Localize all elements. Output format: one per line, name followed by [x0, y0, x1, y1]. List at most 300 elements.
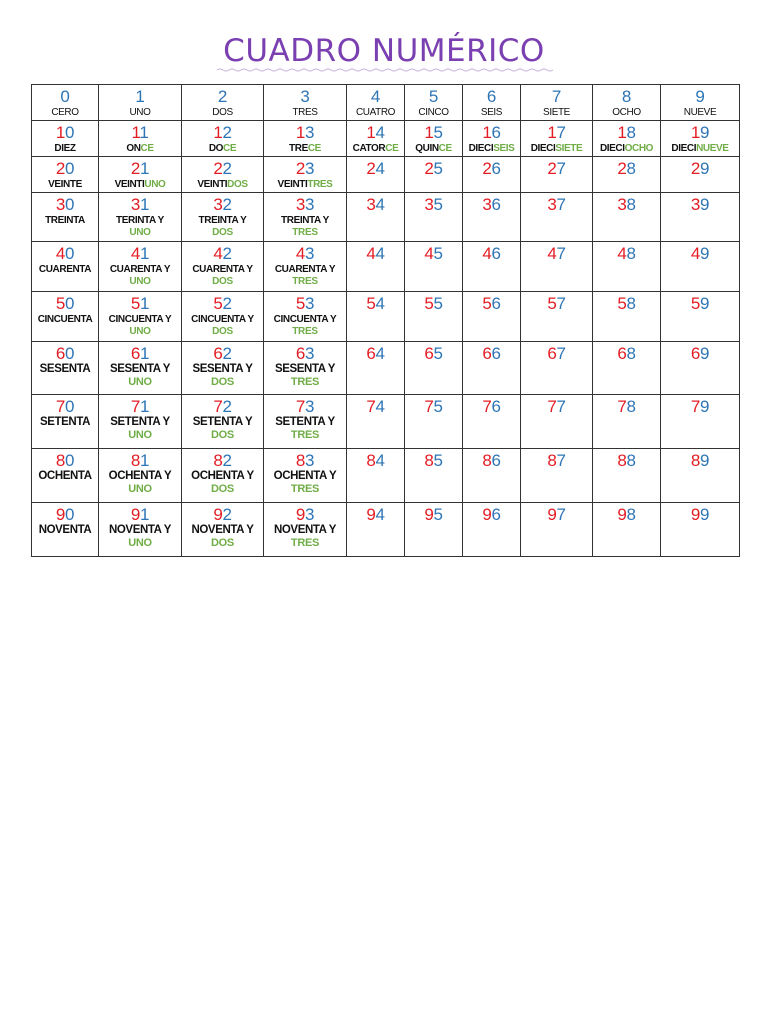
tens-digit: 2	[690, 159, 700, 178]
tens-digit: 8	[55, 451, 65, 470]
number-word-second-line: TRES	[290, 483, 320, 495]
number-value	[182, 395, 263, 416]
chart-row	[32, 121, 740, 157]
tens-digit: 1	[295, 123, 305, 142]
number-word	[32, 178, 98, 191]
units-digit: 7	[556, 159, 566, 178]
number-value	[405, 121, 462, 142]
number-cell	[182, 242, 264, 292]
number-cell	[347, 121, 405, 157]
tens-digit: 6	[547, 344, 557, 363]
number-value	[264, 157, 346, 178]
number-cell	[661, 449, 740, 503]
number-cell	[182, 449, 264, 503]
number-word-second-line: TRES	[292, 326, 318, 337]
number-cell	[347, 157, 405, 193]
digit: 9	[695, 87, 705, 106]
number-word-second-line: DOS	[212, 276, 233, 287]
units-digit: 7	[556, 344, 566, 363]
word-suffix: DOS	[227, 179, 248, 190]
word-stem: CERO	[51, 107, 79, 118]
number-value	[521, 242, 592, 263]
word-stem: TREINTA Y	[281, 215, 329, 226]
units-digit: 3	[305, 344, 315, 363]
number-value	[405, 292, 462, 313]
word-stem: NUEVE	[683, 107, 717, 118]
units-digit: 8	[626, 123, 636, 142]
units-digit: 0	[65, 344, 75, 363]
number-word-second-line: TRES	[292, 227, 318, 238]
number-word	[32, 524, 98, 537]
number-cell	[593, 292, 661, 342]
number-value	[347, 342, 404, 363]
tens-digit: 3	[213, 195, 223, 214]
number-value	[463, 292, 520, 313]
tens-digit: 7	[547, 397, 557, 416]
units-digit: 1	[140, 344, 150, 363]
number-cell	[593, 121, 661, 157]
tens-digit: 6	[55, 344, 65, 363]
number-value	[99, 503, 181, 524]
units-digit: 3	[305, 397, 315, 416]
number-cell	[347, 85, 405, 121]
tens-digit: 2	[482, 159, 492, 178]
word-stem: SETENTA Y	[192, 416, 253, 428]
tens-digit: 5	[366, 294, 376, 313]
number-cell	[182, 342, 264, 395]
tens-digit: 9	[690, 505, 700, 524]
units-digit: 3	[305, 294, 315, 313]
number-cell	[593, 242, 661, 292]
number-cell	[32, 503, 99, 557]
word-stem: QUIN	[415, 143, 439, 154]
number-cell	[264, 395, 347, 449]
tens-digit: 8	[617, 451, 627, 470]
units-digit: 8	[626, 159, 636, 178]
tens-digit: 8	[213, 451, 223, 470]
units-digit: 5	[433, 123, 443, 142]
units-digit: 5	[433, 195, 443, 214]
number-word-second-line: DOS	[211, 376, 234, 388]
units-digit: 7	[556, 244, 566, 263]
word-suffix: CE	[385, 143, 399, 154]
number-cell	[463, 193, 521, 242]
number-value	[463, 342, 520, 363]
tens-digit: 6	[366, 344, 376, 363]
tens-digit: 5	[690, 294, 700, 313]
word-stem: VEINTI	[114, 179, 145, 190]
number-cell	[264, 193, 347, 242]
word-stem: TERINTA Y	[116, 215, 164, 226]
tens-digit: 7	[55, 397, 65, 416]
word-stem: TRE	[289, 143, 308, 154]
word-suffix: NUEVE	[696, 143, 729, 154]
number-word-second-line: DOS	[212, 227, 233, 238]
digit: 6	[486, 87, 497, 106]
number-cell	[521, 157, 593, 193]
number-word	[593, 106, 660, 119]
word-stem: CUARENTA Y	[109, 264, 171, 275]
tens-digit: 7	[482, 397, 492, 416]
units-digit: 1	[139, 123, 149, 142]
number-cell	[593, 85, 661, 121]
units-digit: 6	[491, 344, 501, 363]
tens-digit: 4	[295, 244, 305, 263]
number-value	[405, 157, 462, 178]
word-suffix: OCHO	[624, 143, 654, 154]
word-stem: VEINTI	[277, 179, 308, 190]
tens-digit: 7	[213, 397, 223, 416]
number-cell	[661, 292, 740, 342]
tens-digit: 8	[690, 451, 700, 470]
number-cell	[405, 395, 463, 449]
word-stem: CINCUENTA Y	[108, 314, 172, 325]
number-word	[405, 106, 462, 119]
number-value	[32, 193, 98, 214]
word-stem: NOVENTA Y	[108, 524, 171, 536]
number-cell	[593, 449, 661, 503]
number-value	[32, 395, 98, 416]
number-value	[521, 121, 592, 142]
number-value	[182, 342, 263, 363]
number-word	[99, 106, 181, 119]
number-value	[32, 342, 98, 363]
number-value	[405, 193, 462, 214]
number-cell	[661, 157, 740, 193]
number-cell	[521, 342, 593, 395]
tens-digit: 8	[295, 451, 305, 470]
word-stem: SEIS	[480, 107, 503, 118]
number-value	[32, 292, 98, 313]
units-digit: 0	[65, 159, 75, 178]
units-digit: 7	[556, 505, 566, 524]
number-cell	[661, 342, 740, 395]
number-cell	[593, 157, 661, 193]
word-suffix: UNO	[144, 179, 166, 190]
number-cell	[661, 85, 740, 121]
number-value	[32, 242, 98, 263]
digit: 2	[217, 87, 228, 106]
number-value	[347, 121, 404, 142]
units-digit: 1	[140, 505, 150, 524]
number-value	[32, 503, 98, 524]
tens-digit: 8	[482, 451, 492, 470]
number-value	[405, 242, 462, 263]
number-cell	[99, 292, 182, 342]
units-digit: 3	[305, 244, 315, 263]
number-value	[99, 292, 181, 313]
number-cell	[264, 242, 347, 292]
word-stem: SIETE	[543, 107, 570, 118]
units-digit: 0	[65, 294, 75, 313]
number-value	[593, 193, 660, 214]
number-cell	[521, 449, 593, 503]
tens-digit: 9	[130, 505, 140, 524]
tens-digit: 8	[130, 451, 140, 470]
number-cell	[182, 85, 264, 121]
number-cell	[182, 193, 264, 242]
number-cell	[347, 395, 405, 449]
number-word-second-line: TRES	[292, 276, 318, 287]
word-stem: CINCUENTA Y	[191, 314, 254, 325]
number-value	[32, 449, 98, 470]
number-cell	[347, 342, 405, 395]
number-cell	[593, 395, 661, 449]
number-value	[347, 157, 404, 178]
number-value	[32, 121, 98, 142]
number-cell	[661, 242, 740, 292]
tens-digit: 5	[213, 294, 223, 313]
number-word-second-line: UNO	[129, 276, 151, 287]
tens-digit: 2	[424, 159, 434, 178]
units-digit: 7	[556, 195, 566, 214]
number-value	[463, 449, 520, 470]
tens-digit: 2	[295, 159, 305, 178]
number-cell	[521, 503, 593, 557]
number-value	[405, 342, 462, 363]
number-cell	[264, 85, 347, 121]
number-word	[32, 313, 98, 326]
tens-digit: 5	[130, 294, 140, 313]
tens-digit: 5	[295, 294, 305, 313]
number-word	[99, 470, 181, 483]
number-value	[521, 395, 592, 416]
chart-row	[32, 342, 740, 395]
tens-digit: 2	[55, 159, 65, 178]
number-word	[182, 470, 263, 483]
chart-row	[32, 395, 740, 449]
tens-digit: 6	[617, 344, 627, 363]
number-cell	[463, 395, 521, 449]
number-cell	[521, 193, 593, 242]
number-value	[405, 85, 462, 106]
number-cell	[405, 449, 463, 503]
chart-row	[32, 242, 740, 292]
number-value	[264, 503, 346, 524]
tens-digit: 4	[366, 244, 376, 263]
number-cell	[405, 503, 463, 557]
units-digit: 6	[491, 397, 501, 416]
number-cell	[99, 395, 182, 449]
number-value	[661, 449, 739, 470]
tens-digit: 3	[366, 195, 376, 214]
tens-digit: 8	[366, 451, 376, 470]
number-word-second-line: TRES	[290, 537, 320, 549]
number-value	[264, 242, 346, 263]
number-cell	[264, 449, 347, 503]
number-word	[99, 263, 181, 276]
word-stem: OCHENTA Y	[191, 470, 254, 482]
word-stem: NOVENTA Y	[191, 524, 254, 536]
number-value	[463, 121, 520, 142]
units-digit: 5	[433, 397, 443, 416]
word-stem: DIECI	[671, 143, 697, 154]
tens-digit: 1	[690, 123, 700, 142]
number-cell	[32, 85, 99, 121]
word-suffix: CE	[307, 143, 321, 154]
number-cell	[463, 503, 521, 557]
number-cell	[593, 342, 661, 395]
word-suffix: SEIS	[493, 143, 515, 154]
units-digit: 8	[626, 244, 636, 263]
number-cell	[463, 157, 521, 193]
tens-digit: 3	[617, 195, 627, 214]
units-digit: 3	[305, 159, 315, 178]
units-digit: 2	[222, 505, 232, 524]
units-digit: 1	[140, 294, 150, 313]
number-word	[521, 142, 592, 155]
number-word	[463, 142, 520, 155]
units-digit: 2	[222, 195, 232, 214]
number-value	[99, 85, 181, 106]
tens-digit: 9	[213, 505, 223, 524]
number-word	[99, 142, 181, 155]
number-value	[264, 292, 346, 313]
units-digit: 4	[375, 123, 385, 142]
number-cell	[32, 121, 99, 157]
word-stem: TREINTA	[45, 215, 85, 226]
tens-digit: 1	[424, 123, 434, 142]
number-word	[182, 363, 263, 376]
word-suffix: SIETE	[555, 143, 583, 154]
units-digit: 3	[305, 195, 315, 214]
word-stem: SESENTA	[39, 363, 91, 375]
tens-digit: 2	[617, 159, 627, 178]
number-value	[593, 503, 660, 524]
number-value	[661, 193, 739, 214]
tens-digit: 4	[55, 244, 65, 263]
number-word	[264, 313, 346, 326]
tens-digit: 4	[130, 244, 140, 263]
number-cell	[405, 121, 463, 157]
units-digit: 4	[375, 505, 385, 524]
units-digit: 4	[375, 344, 385, 363]
units-digit: 9	[700, 397, 710, 416]
number-word	[182, 263, 263, 276]
number-value	[661, 85, 739, 106]
number-cell	[521, 395, 593, 449]
number-value	[661, 342, 739, 363]
number-value	[347, 193, 404, 214]
units-digit: 0	[65, 505, 75, 524]
word-stem: VEINTE	[48, 179, 82, 190]
number-value	[182, 242, 263, 263]
number-value	[182, 157, 263, 178]
number-cell	[661, 193, 740, 242]
digit: 5	[428, 87, 439, 106]
title-wavy-underline	[217, 68, 553, 72]
chart-row	[32, 292, 740, 342]
number-value	[264, 342, 346, 363]
number-word	[182, 106, 263, 119]
number-value	[347, 449, 404, 470]
units-digit: 4	[375, 451, 385, 470]
tens-digit: 2	[547, 159, 557, 178]
number-word	[264, 524, 346, 537]
word-suffix: CE	[438, 143, 452, 154]
units-digit: 2	[222, 344, 232, 363]
number-word-second-line: UNO	[128, 376, 152, 388]
number-word	[182, 142, 263, 155]
units-digit: 9	[700, 451, 710, 470]
tens-digit: 1	[55, 123, 65, 142]
number-cell	[661, 395, 740, 449]
number-cell	[405, 157, 463, 193]
number-cell	[661, 503, 740, 557]
units-digit: 2	[222, 244, 232, 263]
word-stem: NOVENTA	[38, 524, 92, 536]
word-stem: OCHO	[612, 107, 641, 118]
number-cell	[264, 292, 347, 342]
number-word	[405, 142, 462, 155]
units-digit: 1	[140, 195, 150, 214]
number-value	[182, 193, 263, 214]
number-value	[593, 395, 660, 416]
number-value	[99, 121, 181, 142]
units-digit: 0	[65, 195, 75, 214]
tens-digit: 2	[366, 159, 376, 178]
word-suffix: CE	[223, 143, 237, 154]
units-digit: 7	[556, 451, 566, 470]
digit: 3	[300, 87, 310, 106]
units-digit: 6	[491, 123, 501, 142]
number-value	[661, 121, 739, 142]
tens-digit: 9	[424, 505, 434, 524]
tens-digit: 3	[482, 195, 492, 214]
digit: 4	[370, 87, 381, 106]
number-cell	[347, 449, 405, 503]
units-digit: 7	[556, 294, 566, 313]
number-cell	[463, 242, 521, 292]
number-word	[264, 363, 346, 376]
units-digit: 0	[65, 451, 75, 470]
number-value	[99, 395, 181, 416]
number-value	[99, 242, 181, 263]
tens-digit: 4	[547, 244, 557, 263]
tens-digit: 6	[690, 344, 700, 363]
number-word	[32, 106, 98, 119]
word-stem: DIEZ	[54, 143, 76, 154]
number-cell	[99, 242, 182, 292]
number-word	[32, 363, 98, 376]
tens-digit: 6	[213, 344, 223, 363]
number-value	[347, 395, 404, 416]
number-value	[347, 292, 404, 313]
number-word-second-line: TRES	[290, 429, 320, 441]
units-digit: 6	[491, 505, 501, 524]
number-cell	[182, 395, 264, 449]
number-cell	[182, 157, 264, 193]
number-word	[264, 416, 346, 429]
tens-digit: 4	[690, 244, 700, 263]
number-value	[463, 503, 520, 524]
word-stem: OCHENTA	[38, 470, 92, 482]
chart-row	[32, 449, 740, 503]
number-value	[264, 121, 346, 142]
tens-digit: 5	[482, 294, 492, 313]
word-stem: DIECI	[599, 143, 625, 154]
tens-digit: 1	[482, 123, 492, 142]
word-stem: VEINTI	[197, 179, 228, 190]
digit: 1	[135, 87, 145, 106]
tens-digit: 6	[482, 344, 492, 363]
number-value	[264, 395, 346, 416]
number-cell	[32, 292, 99, 342]
number-word-second-line: UNO	[129, 326, 151, 337]
number-value	[182, 292, 263, 313]
units-digit: 4	[375, 397, 385, 416]
number-word	[99, 363, 181, 376]
